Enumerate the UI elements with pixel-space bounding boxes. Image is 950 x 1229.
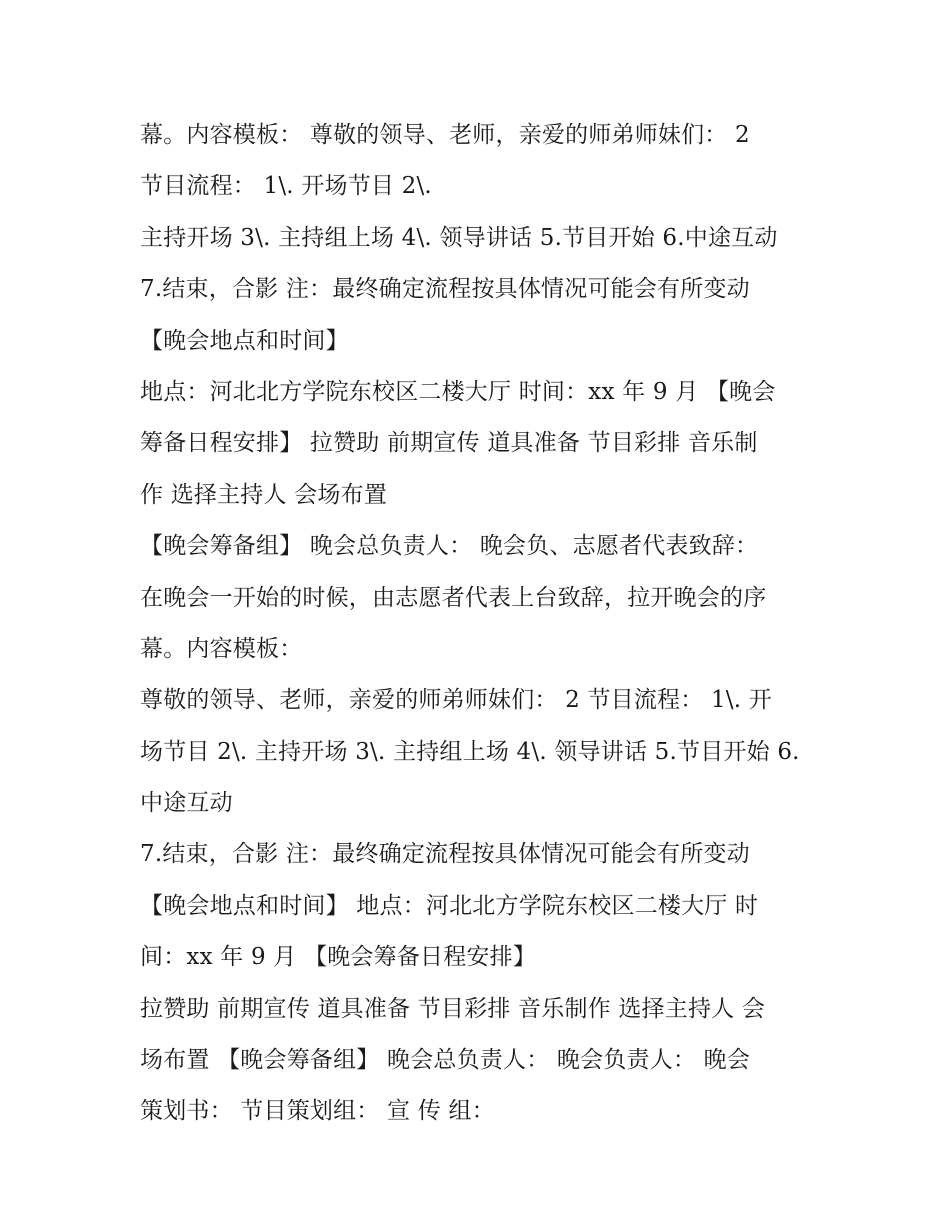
text-line: 作 选择主持人 会场布置 <box>140 481 388 508</box>
text-line: 在晚会一开始的时候，由志愿者代表上台致辞，拉开晚会的序 <box>140 584 767 611</box>
text-line: 场节目 2\. 主持开场 3\. 主持组上场 4\. 领导讲话 5.节目开始 6. <box>140 738 800 765</box>
text-line: 策划书： 节目策划组： 宣 传 组： <box>140 1098 495 1125</box>
text-line: 主持开场 3\. 主持组上场 4\. 领导讲话 5.节目开始 6.中途互动 <box>140 224 778 251</box>
text-line: 尊敬的领导、老师，亲爱的师弟师妹们： 2 节目流程： 1\. 开 <box>140 687 772 714</box>
text-line: 拉赞助 前期宣传 道具准备 节目彩排 音乐制作 选择主持人 会 <box>140 995 766 1022</box>
text-line: 地点：河北北方学院东校区二楼大厅 时间：xx 年 9 月 【晚会 <box>140 378 776 405</box>
text-line: 幕。内容模板： 尊敬的领导、老师，亲爱的师弟师妹们： 2 <box>140 122 750 148</box>
section-heading: 【晚会地点和时间】 <box>140 327 349 354</box>
text-line: 【晚会地点和时间】 地点：河北北方学院东校区二楼大厅 时 <box>140 892 759 919</box>
text-line: 节目流程： 1\. 开场节目 2\. <box>140 173 432 200</box>
text-line: 筹备日程安排】 拉赞助 前期宣传 道具准备 节目彩排 音乐制 <box>140 430 758 457</box>
body-text <box>140 110 820 1138</box>
text-line: 中途互动 <box>140 790 233 817</box>
text-line: 间：xx 年 9 月 【晚会筹备日程安排】 <box>140 944 537 971</box>
text-line: 幕。内容模板： <box>140 635 303 662</box>
text-line: 场布置 【晚会筹备组】 晚会总负责人： 晚会负责人： 晚会 <box>140 1047 751 1074</box>
text-line: 7.结束，合影 注：最终确定流程按具体情况可能会有所变动 <box>140 841 750 868</box>
text-line: 【晚会筹备组】 晚会总负责人： 晚会负、志愿者代表致辞： <box>140 533 759 560</box>
text-line: 7.结束，合影 注：最终确定流程按具体情况可能会有所变动 <box>140 276 750 303</box>
